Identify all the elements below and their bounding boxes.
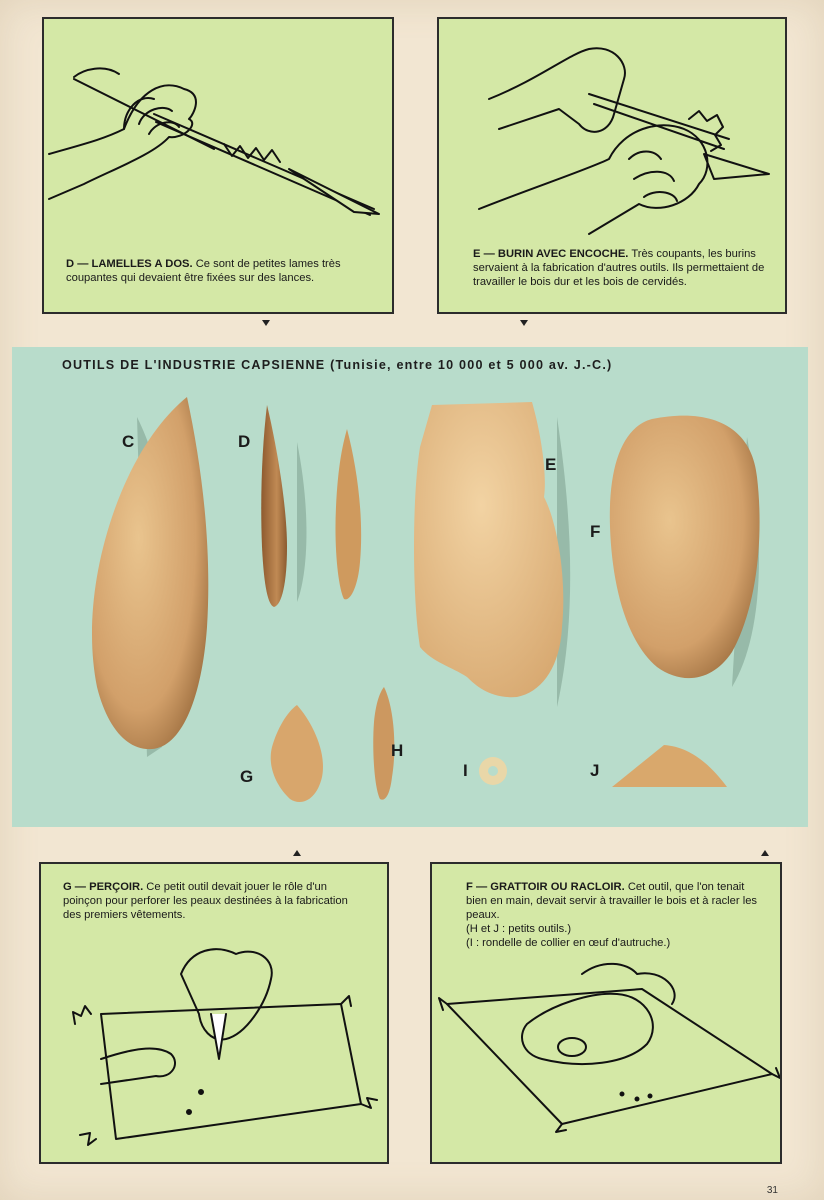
- caption-f-note-h-j: (H et J : petits outils.): [466, 923, 572, 935]
- caption-f-note-i: (I : rondelle de collier en œuf d'autruche.): [466, 937, 671, 949]
- piercing-hide-illustration: [41, 864, 389, 1164]
- label-h: H: [391, 741, 404, 760]
- caption-d: [66, 257, 366, 285]
- capsian-tools-photo: [12, 347, 808, 827]
- caption-f-heading: F — GRATTOIR OU RACLOIR.: [466, 881, 625, 893]
- panel-percoir: [39, 862, 389, 1164]
- caption-e-body: Très coupants, les burins servaient à la fabrication d'autres outils. Ils permettaient de travailler le bois dur et les bois de cervidés.: [473, 248, 765, 288]
- label-d: D: [238, 432, 251, 451]
- scraping-hide-illustration: [432, 864, 782, 1164]
- label-i: I: [463, 761, 468, 780]
- label-c: C: [122, 432, 135, 451]
- hands-using-burin-illustration: [439, 19, 787, 249]
- arrow-down-e: [520, 320, 528, 326]
- caption-g-body: Ce petit outil devait jouer le rôle d'un poinçon pour perforer les peaux destinées à la fabrication des premiers vêtements.: [63, 881, 348, 921]
- flint-d-large: [261, 405, 287, 607]
- flint-g: [271, 705, 323, 802]
- label-g: G: [240, 767, 254, 786]
- flint-j: [612, 745, 727, 787]
- flint-f: [610, 416, 760, 679]
- flint-e: [414, 402, 563, 697]
- arrow-up-g: [293, 850, 301, 856]
- panel-burin-avec-encoche: [437, 17, 787, 314]
- caption-d-heading: D — LAMELLES A DOS.: [66, 258, 193, 270]
- label-j: J: [590, 761, 600, 780]
- arrow-down-d: [262, 320, 270, 326]
- caption-d-body: Ce sont de petites lames très coupantes qui devaient être fixées sur des lances.: [66, 258, 341, 284]
- flint-tools-illustration: [12, 347, 808, 827]
- arrow-up-f: [761, 850, 769, 856]
- caption-e: [473, 247, 765, 289]
- page-number: 31: [766, 1185, 778, 1196]
- caption-f-body: Cet outil, que l'on tenait bien en main, devait servir à travailler le bois et à racler les peaux.: [466, 881, 758, 921]
- panel-lamelles-a-dos: [42, 17, 394, 314]
- caption-g-heading: G — PERÇOIR.: [63, 881, 144, 893]
- flint-d-small: [335, 429, 361, 599]
- hand-holding-spear-illustration: [44, 19, 394, 249]
- label-e: E: [545, 455, 557, 474]
- label-f: F: [590, 522, 601, 541]
- caption-e-heading: E — BURIN AVEC ENCOCHE.: [473, 248, 629, 260]
- photo-title: OUTILS DE L'INDUSTRIE CAPSIENNE (Tunisie, entre 10 000 et 5 000 av. J.-C.): [62, 358, 613, 372]
- panel-grattoir-ou-racloir: [430, 862, 782, 1164]
- flint-c: [92, 397, 208, 749]
